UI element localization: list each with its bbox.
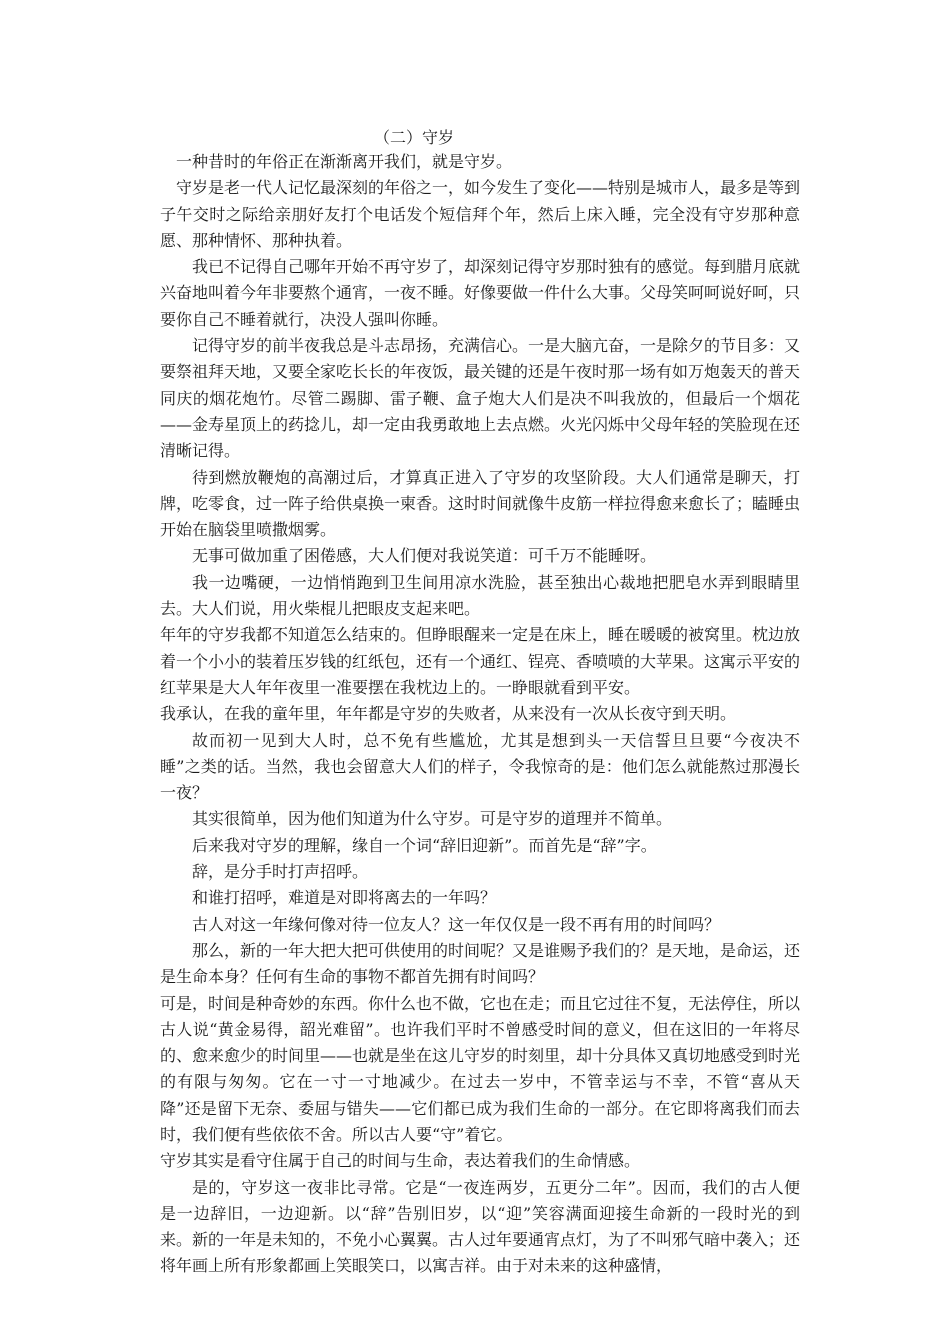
paragraph: 故而初一见到大人时，总不免有些尴尬，尤其是想到头一天信誓旦旦要“今夜决不睡”之类的话。当然，我也会留意大人们的样子，令我惊奇的是：他们怎么就能熬过那漫长一夜？ [160,730,800,803]
paragraph: 可是，时间是种奇妙的东西。你什么也不做，它也在走；而且它过往不复，无法停住，所以古人说“黄金易得，韶光难留”。也许我们平时不曾感受时间的意义，但在这旧的一年将尽的、愈来愈少的时间里——也就是坐在这儿守岁的时刻里，却十分具体又真切地感受到时光的有限与匆匆。它在一寸一寸地减少。在过去一岁中，不管幸运与不幸，不管“喜从天降”还是留下无奈、委屈与错失——它们都已成为我们生命的一部分。在它即将离我们而去时，我们便有些依依不舍。所以古人要“守”着它。 [160,993,801,1144]
paragraph: 我一边嘴硬，一边悄悄跑到卫生间用凉水洗脸，甚至独出心裁地把肥皂水弄到眼睛里去。大人们说，用火柴棍儿把眼皮支起来吧。 [160,572,800,619]
paragraph: 是的，守岁这一夜非比寻常。它是“一夜连两岁，五更分二年”。因而，我们的古人便是一边辞旧，一边迎新。以“辞”告别旧岁，以“迎”笑容满面迎接生命新的一段时光的到来。新的一年是未知的，不免小心翼翼。古人过年要通宵点灯，为了不叫邪气暗中袭入；还将年画上所有形象都画上笑眼笑口，以寓吉祥。由于对未来的这种盛情， [160,1177,801,1276]
article-body [160,149,800,1280]
paragraph: 待到燃放鞭炮的高潮过后，才算真正进入了守岁的攻坚阶段。大人们通常是聊天，打牌，吃零食，过一阵子给供桌换一柬香。这时时间就像牛皮筋一样拉得愈来愈长了；瞌睡虫开始在脑袋里喷撒烟雾。 [160,467,801,540]
paragraph: 年年的守岁我都不知道怎么结束的。但睁眼醒来一定是在床上，睡在暖暖的被窝里。枕边放着一个小小的装着压岁钱的红纸包，还有一个通红、锃亮、香喷喷的大苹果。这寓示平安的红苹果是大人年年夜里一准要摆在我枕边上的。一睁眼就看到平安。 [160,625,801,697]
paragraph: 守岁是老一代人记忆最深刻的年俗之一，如今发生了变化——特别是城市人，最多是等到子午交时之际给亲朋好友打个电话发个短信拜个年，然后上床入睡，完全没有守岁那种意愿、那种情怀、那种执着。 [160,178,801,250]
paragraph: 那么，新的一年大把大把可供使用的时间呢？又是谁赐予我们的？是天地，是命运，还是生命本身？任何有生命的事物不都首先拥有时间吗？ [160,940,801,987]
paragraph: 守岁其实是看守住属于自己的时间与生命，表达着我们的生命情感。 [160,1151,641,1171]
paragraph: 我已不记得自己哪年开始不再守岁了，却深刻记得守岁那时独有的感觉。每到腊月底就兴奋地叫着今年非要熬个通宵，一夜不睡。好像要做一件什么大事。父母笑呵呵说好呵，只要你自己不睡着就行，决没人强叫你睡。 [160,257,801,329]
paragraph: 一种昔时的年俗正在渐渐离开我们，就是守岁。 [176,152,513,171]
paragraph: 我承认，在我的童年里，年年都是守岁的失败者，从来没有一次从长夜守到天明。 [160,704,737,724]
paragraph: 辞，是分手时打声招呼。 [192,862,369,882]
paragraph: 和谁打招呼，难道是对即将离去的一年吗？ [192,888,497,908]
paragraph: 其实很简单，因为他们知道为什么守岁。可是守岁的道理并不简单。 [192,809,673,829]
paragraph: 记得守岁的前半夜我总是斗志昂扬，充满信心。一是大脑亢奋，一是除夕的节目多：又要祭祖拜天地，又要全家吃长长的年夜饭，最关键的还是午夜时那一场有如万炮轰天的普天同庆的烟花炮竹。尽管二踢脚、雷子鞭、盒子炮大人们是决不叫我放的，但最后一个烟花——金寿星顶上的药捻儿，却一定由我勇敢地上去点燃。火光闪烁中父母年轻的笑脸现在还清晰记得。 [160,336,801,461]
paragraph: 无事可做加重了困倦感，大人们便对我说笑道：可千万不能睡呀。 [192,546,657,566]
paragraph: 古人对这一年缘何像对待一位友人？这一年仅仅是一段不再有用的时间吗？ [192,914,721,934]
section-title: （二）守岁 [374,128,455,147]
paragraph: 后来我对守岁的理解，缘自一个词“辞旧迎新”。而首先是“辞”字。 [192,835,657,855]
